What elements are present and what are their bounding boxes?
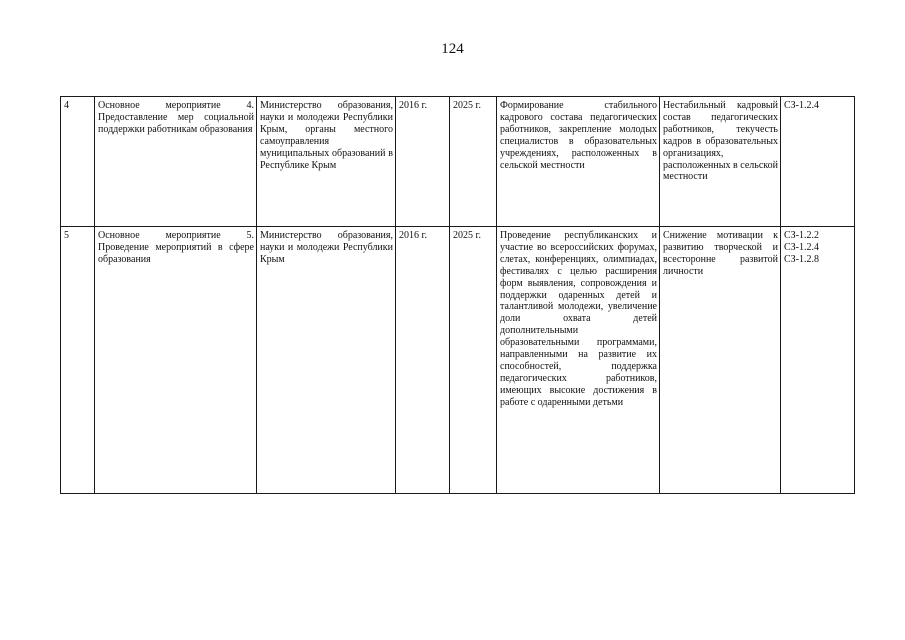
executor-cell: Министерство образования, науки и молодежи Республики Крым [257, 227, 396, 494]
consequence-cell: Снижение мотивации к развитию творческой и всесторонне развитой личности [660, 227, 781, 494]
indicator-code: СЗ-1.2.4 [784, 100, 820, 111]
row-number-cell: 5 [61, 227, 95, 494]
page-number: 124 [441, 41, 464, 57]
indicator-code: СЗ-1.2.4 [784, 241, 820, 253]
activity-cell: Основное мероприятие 5. Проведение мероприятий в сфере образования [95, 227, 257, 494]
start-year-cell: 2016 г. [396, 97, 450, 227]
end-year-cell: 2025 г. [450, 97, 497, 227]
start-year-cell: 2016 г. [396, 227, 450, 494]
expected-result-cell: Формирование стабильного кадрового состава педагогических работников, закрепление молодых специалистов в образовательных учреждениях, расположенных в сельской местности [497, 97, 660, 227]
indicator-code: СЗ-1.2.2 [784, 230, 820, 241]
measures-table [60, 96, 855, 494]
indicator-code: СЗ-1.2.8 [784, 253, 820, 265]
expected-result-cell: Проведение республиканских и участие во всероссийских форумах, слетах, конференциях, олимпиадах, фестивалях с целью расширения форм выявления, сопровождения и поддержки одаренных детей и талантливой молодежи, увеличение доли охвата детей дополнительными образовательными программами, направленными на развитие их способностей, поддержка педагогических работников, имеющих высокие достижения в работе с одаренными детьми [497, 227, 660, 494]
end-year-cell: 2025 г. [450, 227, 497, 494]
table-row [61, 97, 855, 227]
row-number-cell: 4 [61, 97, 95, 227]
consequence-cell: Нестабильный кадровый состав педагогических работников, текучесть кадров в образовательных организациях, расположенных в сельской местности [660, 97, 781, 227]
indicator-codes-cell [781, 227, 855, 494]
table-row [61, 227, 855, 494]
executor-cell: Министерство образования, науки и молодежи Республики Крым, органы местного самоуправления муниципальных образований в Республике Крым [257, 97, 396, 227]
indicator-codes-cell [781, 97, 855, 227]
activity-cell: Основное мероприятие 4. Предоставление мер социальной поддержки работникам образования [95, 97, 257, 227]
